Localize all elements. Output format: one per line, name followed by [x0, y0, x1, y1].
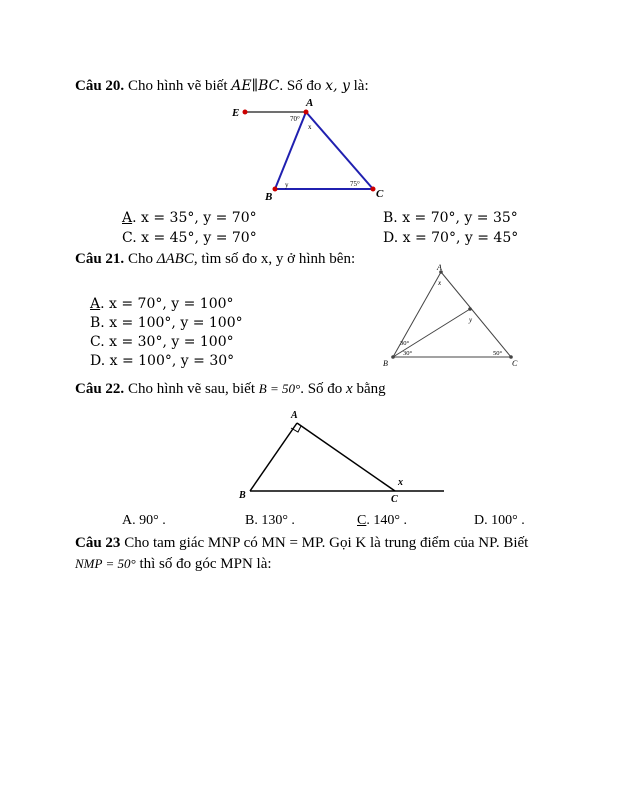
q21-fig-x: x — [438, 279, 442, 287]
q21-label: Câu 21. — [75, 251, 125, 267]
q22-fig-C: C — [391, 494, 398, 505]
q21-stem — [75, 251, 355, 268]
q20-option-c[interactable]: C. x = 45°, y = 70° — [122, 230, 257, 246]
q20-cond: AE∥BC — [231, 78, 280, 94]
q20-fig-A: A — [306, 97, 314, 109]
q21-option-a-letter: A — [90, 296, 101, 312]
q20-fig-B: B — [265, 191, 273, 203]
q22-fig-B: B — [239, 490, 246, 501]
q20-text3: là: — [349, 78, 369, 94]
q21-option-d[interactable]: D. x = 100°, y = 30° — [90, 353, 235, 369]
q20-vars: x, y — [325, 78, 350, 94]
q20-label: Câu 20. — [75, 78, 125, 94]
q20-option-a-letter: A — [122, 210, 133, 226]
q20-fig-angle-70: 70° — [290, 115, 300, 123]
q23-label: Câu 23 — [75, 535, 121, 551]
q22-option-c[interactable] — [357, 513, 407, 529]
q22-fig-x: x — [398, 477, 403, 488]
q21-option-a[interactable] — [90, 296, 234, 312]
q22-text: Cho hình vẽ sau, biết — [124, 381, 259, 397]
q21-figure — [383, 263, 518, 368]
q22-fig-A: A — [291, 410, 298, 421]
q21-fig-y: y — [469, 316, 473, 324]
q20-fig-angle-75: 75° — [350, 180, 360, 188]
q22-option-c-letter: C — [357, 513, 367, 528]
q21-option-a-text: . x = 70°, y = 100° — [100, 296, 234, 312]
q22-var: x — [346, 381, 353, 397]
q22-option-d[interactable]: D. 100° . — [474, 513, 525, 528]
q21-fig-A: A — [437, 263, 442, 272]
q20-option-a[interactable] — [122, 210, 257, 226]
q20-figure — [231, 97, 384, 203]
q22-label: Câu 22. — [75, 381, 125, 397]
q20-option-d[interactable]: D. x = 70°, y = 45° — [383, 230, 519, 246]
q21-fig-angle-50: 50° — [493, 350, 503, 357]
q22-stem — [75, 381, 386, 398]
q22-text2: . Số đo — [300, 381, 347, 397]
q21-fig-C: C — [512, 359, 518, 368]
q22-cond: B = 50° — [258, 381, 301, 396]
q21-text2: , tìm số đo x, y ở hình bên: — [193, 251, 356, 267]
q22-text3: bằng — [352, 381, 386, 397]
q20-text: Cho hình vẽ biết — [124, 78, 232, 94]
q20-option-b[interactable]: B. x = 70°, y = 35° — [383, 210, 518, 226]
q20-fig-x: x — [308, 123, 312, 131]
q23-stem — [75, 535, 528, 552]
q20-text2: . Số đo — [279, 78, 326, 94]
q23-cond: NMP = 50° — [75, 556, 136, 571]
q21-option-b[interactable]: B. x = 100°, y = 100° — [90, 315, 243, 331]
q21-fig-angle-30b: 30° — [403, 350, 413, 357]
q20-fig-y: y — [285, 181, 289, 189]
q20-option-a-text: . x = 35°, y = 70° — [132, 210, 257, 226]
q22-figure — [238, 410, 444, 505]
q21-fig-B: B — [383, 359, 388, 368]
q22-option-c-text: . 140° . — [366, 513, 407, 528]
q23-text2: thì số đo góc MPN là: — [135, 556, 272, 572]
q21-fig-angle-30a: 30° — [400, 340, 410, 347]
q22-option-a[interactable]: A. 90° . — [122, 513, 166, 528]
q20-fig-C: C — [376, 188, 384, 200]
q23-text: Cho tam giác MNP có MN = MP. Gọi K là trung điểm của NP. Biết — [120, 535, 529, 551]
q23-stem-2 — [75, 556, 272, 573]
q20-fig-E: E — [232, 107, 240, 119]
q21-text: Cho — [124, 251, 157, 267]
q21-triangle: ΔABC — [156, 251, 194, 267]
q22-option-b[interactable]: B. 130° . — [245, 513, 295, 528]
q21-option-c[interactable]: C. x = 30°, y = 100° — [90, 334, 234, 350]
